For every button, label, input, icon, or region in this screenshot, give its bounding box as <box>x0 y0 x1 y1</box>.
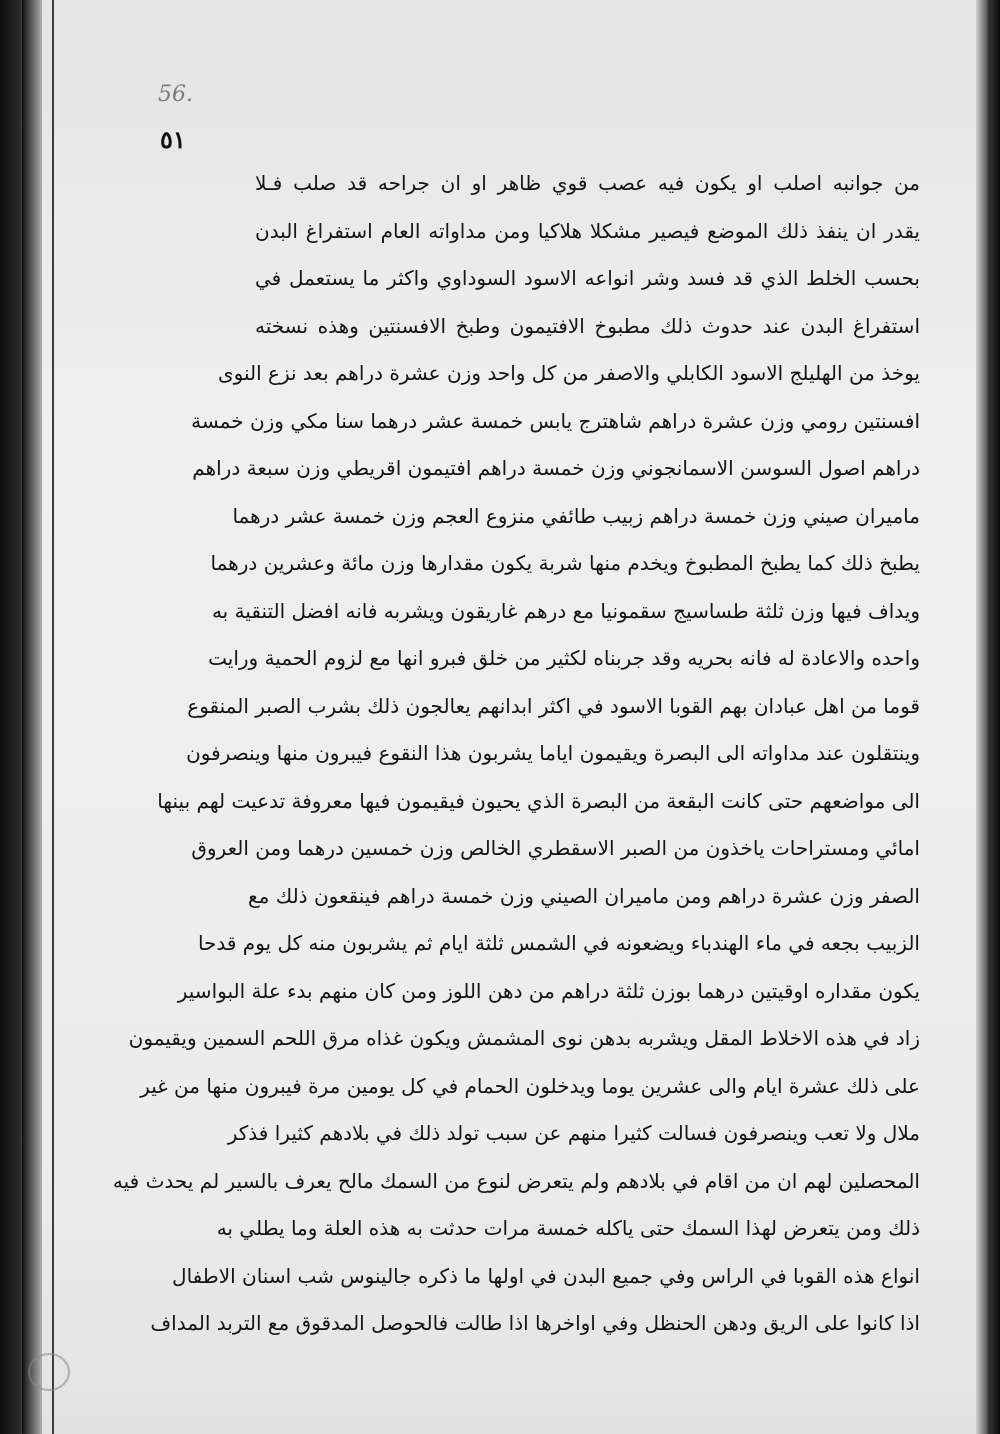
folio-number-pencil: 56. <box>158 82 193 107</box>
text-line: يقدر ان ينفذ ذلك الموضع فيصير مشكلا هلاكيا ومن مداواته العام استفراغ البدن <box>255 218 920 243</box>
text-line: وينتقلون عند مداواته الى البصرة ويقيمون اياما يشربون هذا النقوع فيبرون منها وينصرفون <box>186 741 920 765</box>
page-edge <box>976 0 990 1434</box>
text-line: واحده والاعادة له فانه بحريه وقد جربناه لكثير من خلق فبرو انها مع لزوم الحمية ورايت <box>208 646 920 670</box>
folio-number-ink: ٥١ <box>160 125 186 154</box>
margin-rule <box>52 0 54 1434</box>
text-line: افسنتين رومي وزن عشرة دراهم شاهترج يابس خمسة عشر درهما سنا مكي وزن خمسة <box>191 408 920 433</box>
text-line: ملال ولا تعب وينصرفون فسالت كثيرا منهم عن سبب تولد ذلك في بلادهم كثيرا فذكر <box>227 1121 920 1145</box>
text-line: على ذلك عشرة ايام والى عشرين يوما ويدخلون الحمام في كل يومين مرة فيبرون منها من غير <box>140 1073 920 1098</box>
text-line: ماميران صيني وزن خمسة دراهم زبيب طائفي منزوع العجم وزن خمسة عشر درهما <box>232 503 920 528</box>
text-line: الى مواضعهم حتى كانت البقعة من البصرة الذي يحيون فيقيمون فيها معروفة تدعيت لهم بينها <box>157 788 920 813</box>
text-line: قوما من اهل عبادان بهم القوبا الاسود في اكثر ابدانهم يعالجون ذلك بشرب الصبر المنقوع <box>187 693 920 718</box>
text-line: يطبخ ذلك كما يطبخ المطبوخ ويخدم منها شربة يكون مقدارها وزن مائة وعشرين درهما <box>210 551 920 575</box>
text-line: ذلك ومن يتعرض لهذا السمك حتى ياكله خمسة مرات حدثت به هذه العلة وما يطلي به <box>216 1216 920 1240</box>
text-line: انواع هذه القوبا في الراس وفي جميع البدن في اولها ما ذكره جالينوس شب اسنان الاطفال <box>172 1263 920 1288</box>
text-line: دراهم اصول السوسن الاسمانجوني وزن خمسة دراهم افتيمون اقريطي وزن سبعة دراهم <box>192 456 920 480</box>
text-line: الصفر وزن عشرة دراهم ومن ماميران الصيني وزن خمسة دراهم فينقعون ذلك مع <box>248 883 920 908</box>
text-line: يكون مقداره اوقيتين درهما بوزن ثلثة دراهم من دهن اللوز ومن كان منهم بدء علة البواسير <box>177 978 920 1003</box>
text-line: يوخذ من الهليلج الاسود الكابلي والاصفر من كل واحد وزن عشرة دراهم بعد نزع النوى <box>218 361 920 385</box>
library-stamp <box>28 1353 70 1391</box>
text-line: زاد في هذه الاخلاط المقل ويشربه بدهن نوى المشمش ويكون غذاه مرق اللحم السمين ويقيمون <box>128 1026 920 1050</box>
text-line: ويداف فيها وزن ثلثة طساسيج سقمونيا مع درهم غاريقون ويشربه فانه افضل التنقية به <box>211 598 920 623</box>
text-line: المحصلين لهم ان من اقام في بلادهم ولم يتعرض لنوع من السمك مالح يعرف بالسير لم يحدث فيه <box>112 1168 920 1193</box>
text-line: الزبيب بجعه في ماء الهندباء ويضعونه في الشمس ثلثة ايام ثم يشربون منه كل يوم قدحا <box>197 931 920 955</box>
manuscript-text-block <box>112 160 920 1348</box>
text-line: من جوانبه اصلب او يكون فيه عصب قوي ظاهر او ان جراحه قد صلب فـلا <box>255 171 920 195</box>
text-line: استفراغ البدن عند حدوث ذلك مطبوخ الافتيمون وطبخ الافسنتين وهذه نسخته <box>255 313 920 338</box>
binding-shadow <box>22 0 44 1434</box>
text-line: امائي ومستراحات ياخذون من الصبر الاسقطري الخالص وزن خمسين درهما ومن العروق <box>191 836 920 860</box>
text-line: بحسب الخلط الذي قد فسد وشر انواعه الاسود السوداوي واكثر ما يستعمل في <box>255 266 920 290</box>
text-line: اذا كانوا على الريق ودهن الحنظل وفي اواخرها اذا طالت فالحوصل المدقوق مع التربد المداف <box>150 1311 920 1335</box>
